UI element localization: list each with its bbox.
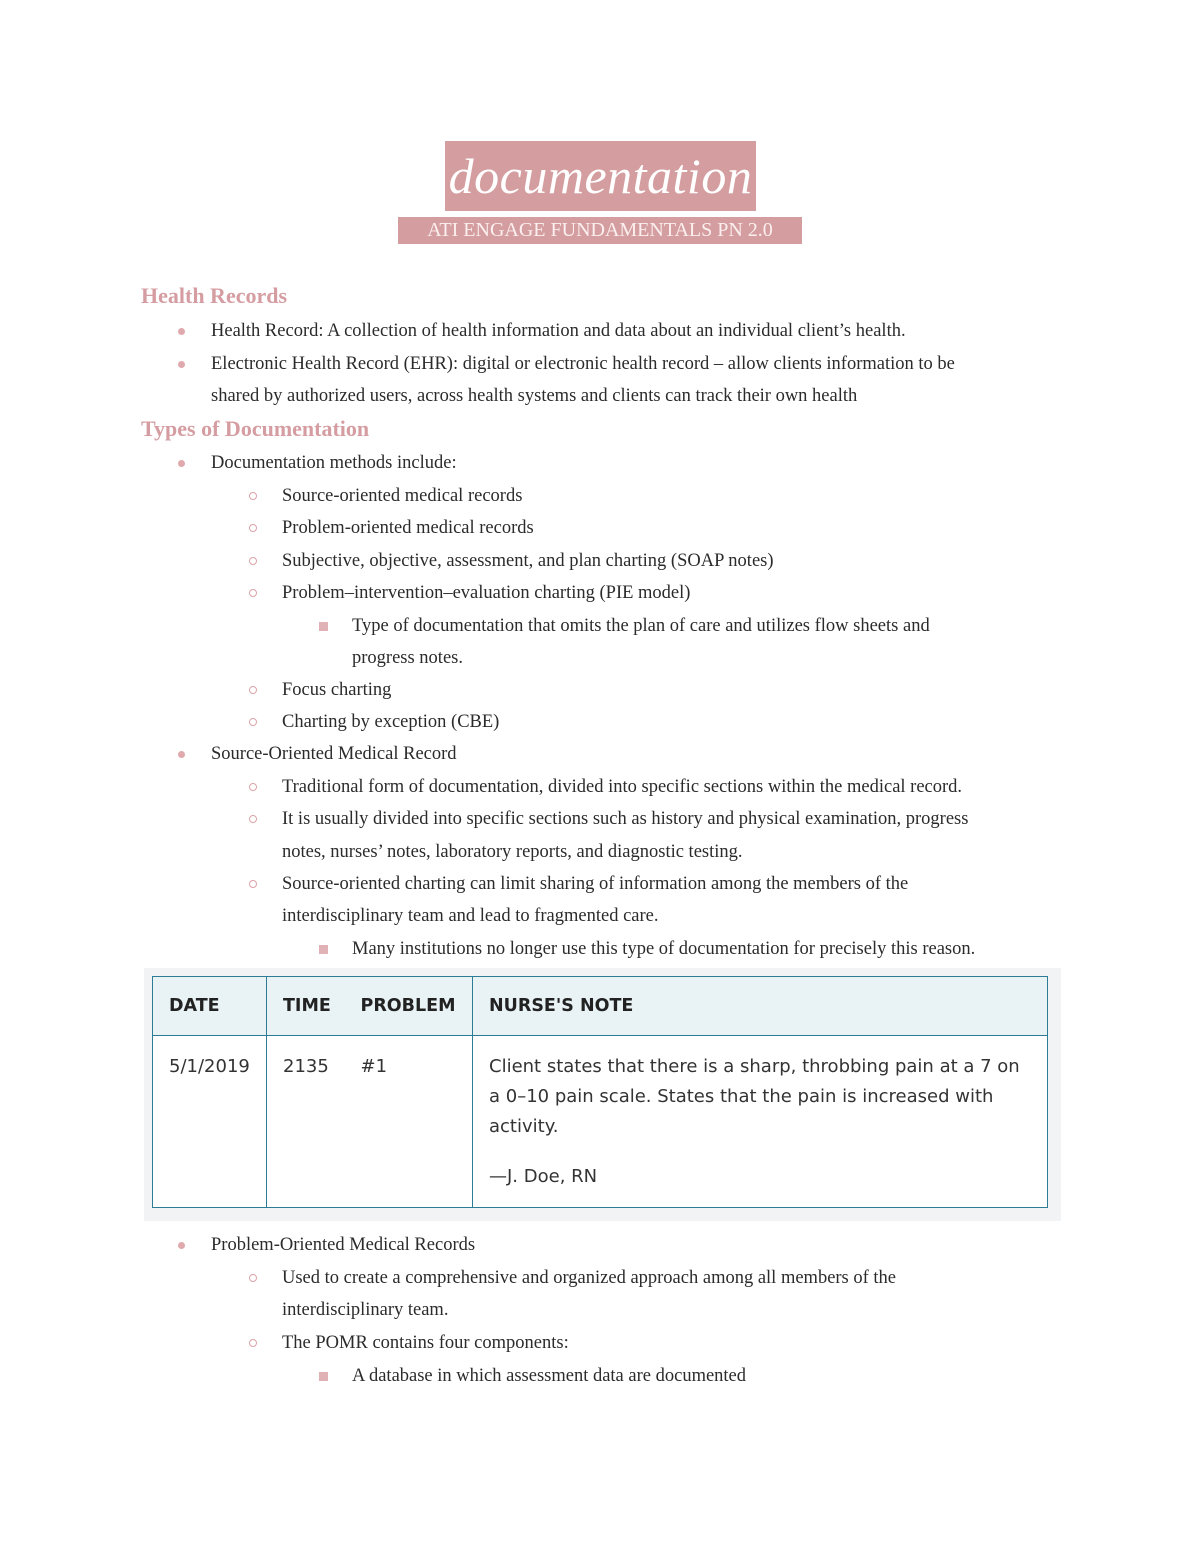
column-header-nurses-note: NURSE'S NOTE [473, 977, 1048, 1036]
list-item: Source-Oriented Medical Record [211, 744, 457, 764]
list-item: Used to create a comprehensive and organized approach among all members of the [282, 1268, 897, 1288]
document-subtitle: ATI ENGAGE FUNDAMENTALS PN 2.0 [398, 217, 802, 244]
column-header-time: TIME [267, 977, 345, 1036]
bullet-disc-icon [178, 361, 185, 368]
list-item: Source-oriented medical records [282, 486, 523, 506]
bullet-square-icon [319, 622, 328, 631]
bullet-disc-icon [178, 460, 185, 467]
table-row [153, 1036, 1048, 1208]
list-item: Many institutions no longer use this type of documentation for precisely this reason. [352, 939, 976, 959]
list-item: Subjective, objective, assessment, and plan charting (SOAP notes) [282, 551, 774, 571]
list-item: It is usually divided into specific sections such as history and physical examination, progress [282, 809, 969, 829]
list-item: Focus charting [282, 680, 392, 700]
list-item: Charting by exception (CBE) [282, 712, 500, 732]
bullet-square-icon [319, 945, 328, 954]
list-item: Problem-oriented medical records [282, 518, 534, 538]
cell-nurses-note [473, 1036, 1048, 1208]
column-header-problem: PROBLEM [345, 977, 473, 1036]
bullet-circle-icon [249, 492, 257, 500]
bullet-disc-icon [178, 1242, 185, 1249]
bullet-circle-icon [249, 686, 257, 694]
list-item: Source-oriented charting can limit sharing of information among the members of the [282, 874, 909, 894]
list-item: Problem–intervention–evaluation charting (PIE model) [282, 583, 691, 603]
section-heading-health-records: Health Records [141, 283, 288, 308]
cell-date: 5/1/2019 [153, 1036, 267, 1208]
list-item: Traditional form of documentation, divided into specific sections within the medical record. [282, 777, 963, 797]
bullet-circle-icon [249, 815, 257, 823]
list-item: Health Record: A collection of health information and data about an individual client’s health. [211, 321, 906, 341]
bullet-disc-icon [178, 751, 185, 758]
bullet-circle-icon [249, 783, 257, 791]
cell-time: 2135 [267, 1036, 345, 1208]
list-item-continuation: shared by authorized users, across health systems and clients can track their own health [211, 386, 858, 406]
column-header-date: DATE [153, 977, 267, 1036]
bullet-square-icon [319, 1372, 328, 1381]
list-item: A database in which assessment data are documented [352, 1366, 747, 1386]
list-item: Problem-Oriented Medical Records [211, 1235, 476, 1255]
bullet-disc-icon [178, 328, 185, 335]
table-header-row [153, 977, 1048, 1036]
nurses-note-table [152, 976, 1048, 1208]
list-item-continuation: interdisciplinary team and lead to fragmented care. [282, 906, 659, 926]
list-item-continuation: progress notes. [352, 648, 463, 668]
bullet-circle-icon [249, 1274, 257, 1282]
list-item: The POMR contains four components: [282, 1333, 569, 1353]
bullet-circle-icon [249, 718, 257, 726]
note-signature: —J. Doe, RN [489, 1166, 598, 1187]
bullet-circle-icon [249, 557, 257, 565]
list-item: Electronic Health Record (EHR): digital or electronic health record – allow clients information to be [211, 354, 955, 374]
section-heading-types-of-documentation: Types of Documentation [141, 416, 370, 441]
bullet-circle-icon [249, 880, 257, 888]
list-item-continuation: notes, nurses’ notes, laboratory reports, and diagnostic testing. [282, 842, 743, 862]
list-item-continuation: interdisciplinary team. [282, 1300, 449, 1320]
note-text: Client states that there is a sharp, throbbing pain at a 7 on a 0–10 pain scale. States that the pain is increased with activity. [489, 1056, 1020, 1137]
list-item: Documentation methods include: [211, 453, 457, 473]
cell-problem: #1 [345, 1036, 473, 1208]
bullet-circle-icon [249, 589, 257, 597]
document-title: documentation [445, 141, 756, 211]
bullet-circle-icon [249, 1339, 257, 1347]
bullet-circle-icon [249, 524, 257, 532]
list-item: Type of documentation that omits the plan of care and utilizes flow sheets and [352, 616, 930, 636]
